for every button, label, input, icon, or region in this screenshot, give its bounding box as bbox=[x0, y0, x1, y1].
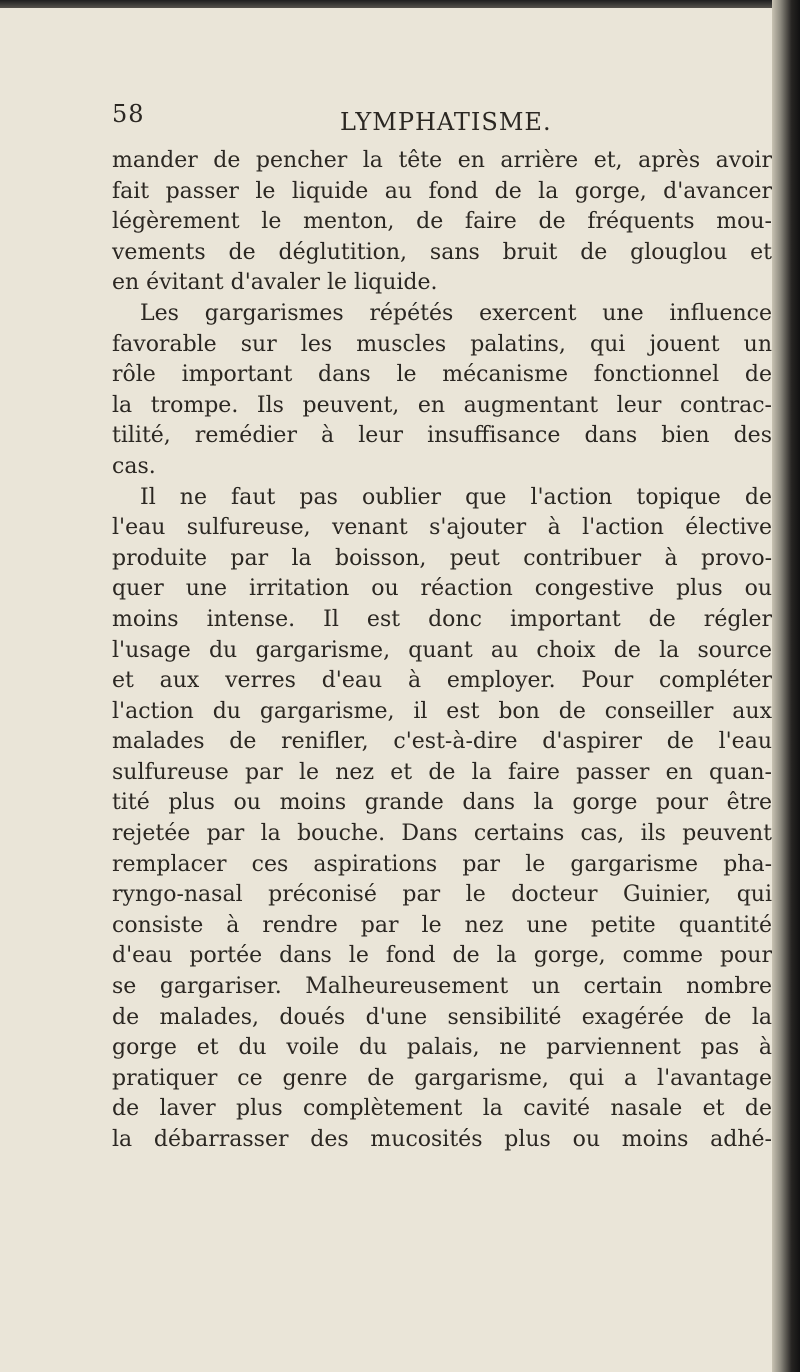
text-line: ryngo-nasal préconisé par le docteur Guinier, qui bbox=[112, 882, 772, 908]
text-line: légèrement le menton, de faire de fréquents mou- bbox=[112, 209, 772, 235]
text-line: la débarrasser des mucosités plus ou moins adhé- bbox=[112, 1127, 772, 1152]
text-line: Les gargarismes répétés exercent une influence bbox=[140, 300, 772, 326]
text-line: pratiquer ce genre de gargarisme, qui a l'avantage bbox=[112, 1065, 772, 1091]
text-line: rejetée par la bouche. Dans certains cas, ils peuvent bbox=[112, 821, 772, 847]
text-line: et aux verres d'eau à employer. Pour compléter bbox=[112, 668, 772, 694]
text-line: remplacer ces aspirations par le gargarisme pha- bbox=[112, 851, 772, 877]
text-line: produite par la boisson, peut contribuer à provo- bbox=[112, 545, 772, 571]
text-line: fait passer le liquide au fond de la gorge, d'avancer bbox=[112, 178, 772, 204]
page-number: 58 bbox=[112, 100, 145, 128]
text-line: l'action du gargarisme, il est bon de conseiller aux bbox=[112, 698, 772, 724]
page-binding-edge bbox=[772, 0, 800, 1372]
text-line: sulfureuse par le nez et de la faire passer en quan- bbox=[112, 759, 772, 785]
text-line: de laver plus complètement la cavité nasale et de bbox=[112, 1096, 772, 1122]
text-line: vements de déglutition, sans bruit de glouglou et bbox=[112, 239, 772, 265]
text-line: quer une irritation ou réaction congestive plus ou bbox=[112, 576, 772, 602]
text-line: Il ne faut pas oublier que l'action topique de bbox=[140, 484, 772, 510]
text-line: de malades, doués d'une sensibilité exagérée de la bbox=[112, 1004, 772, 1030]
text-line: l'eau sulfureuse, venant s'ajouter à l'action élective bbox=[112, 515, 772, 541]
text-line: moins intense. Il est donc important de régler bbox=[112, 606, 772, 632]
text-line: gorge et du voile du palais, ne parviennent pas à bbox=[112, 1035, 772, 1061]
text-line: en évitant d'avaler le liquide. bbox=[112, 270, 438, 296]
running-title: LYMPHATISME. bbox=[340, 108, 552, 136]
text-line: d'eau portée dans le fond de la gorge, comme pour bbox=[112, 943, 772, 969]
text-line: rôle important dans le mécanisme fonctionnel de bbox=[112, 362, 772, 388]
text-line: favorable sur les muscles palatins, qui jouent un bbox=[112, 331, 772, 357]
text-line: tité plus ou moins grande dans la gorge pour être bbox=[112, 790, 772, 816]
text-line: se gargariser. Malheureusement un certain nombre bbox=[112, 974, 772, 1000]
text-line: malades de renifler, c'est-à-dire d'aspirer de l'eau bbox=[112, 729, 772, 755]
page-header bbox=[112, 100, 772, 140]
text-line: consiste à rendre par le nez une petite quantité bbox=[112, 912, 772, 938]
body-text bbox=[112, 146, 772, 1156]
text-line: la trompe. Ils peuvent, en augmentant leur contrac- bbox=[112, 392, 772, 418]
text-line: tilité, remédier à leur insuffisance dans bien des bbox=[112, 423, 772, 449]
text-line: mander de pencher la tête en arrière et, après avoir bbox=[112, 148, 772, 173]
text-line: cas. bbox=[112, 453, 156, 479]
text-line: l'usage du gargarisme, quant au choix de la source bbox=[112, 637, 772, 663]
